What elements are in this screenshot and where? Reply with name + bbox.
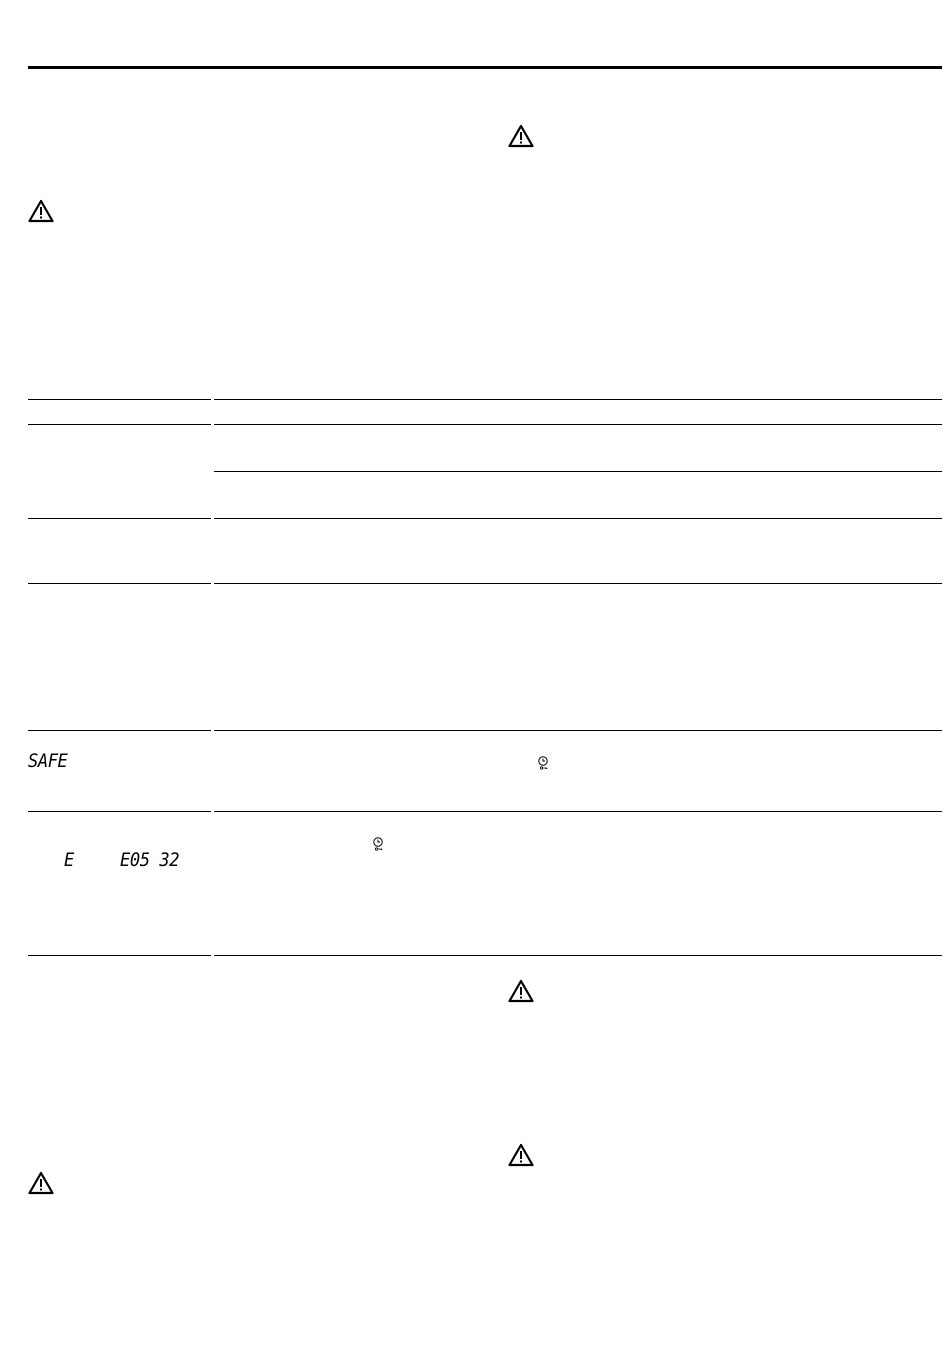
clock-key-icon [537,756,549,770]
display-code-e: E [64,849,74,871]
table-rule [214,399,942,400]
warning-triangle-icon [508,124,534,148]
warning-triangle-icon [508,979,534,1003]
table-rule [28,424,211,425]
table-rule [214,583,942,584]
table-rule [214,471,942,472]
table-rule [28,730,211,731]
warning-triangle-icon [508,1143,534,1167]
table-rule [214,424,942,425]
table-rule [214,730,942,731]
display-code-safe: SAFE [28,750,68,772]
warning-triangle-icon [28,1171,54,1195]
table-rule [28,518,211,519]
header-rule [28,66,942,69]
table-rule [214,811,942,812]
warning-triangle-icon [28,199,54,223]
table-rule [28,583,211,584]
table-rule [28,811,211,812]
table-rule [28,399,211,400]
table-rule [214,518,942,519]
display-code-error: E05 32 [120,849,180,871]
table-rule [214,955,942,956]
clock-key-icon [372,837,384,851]
table-rule [28,955,211,956]
